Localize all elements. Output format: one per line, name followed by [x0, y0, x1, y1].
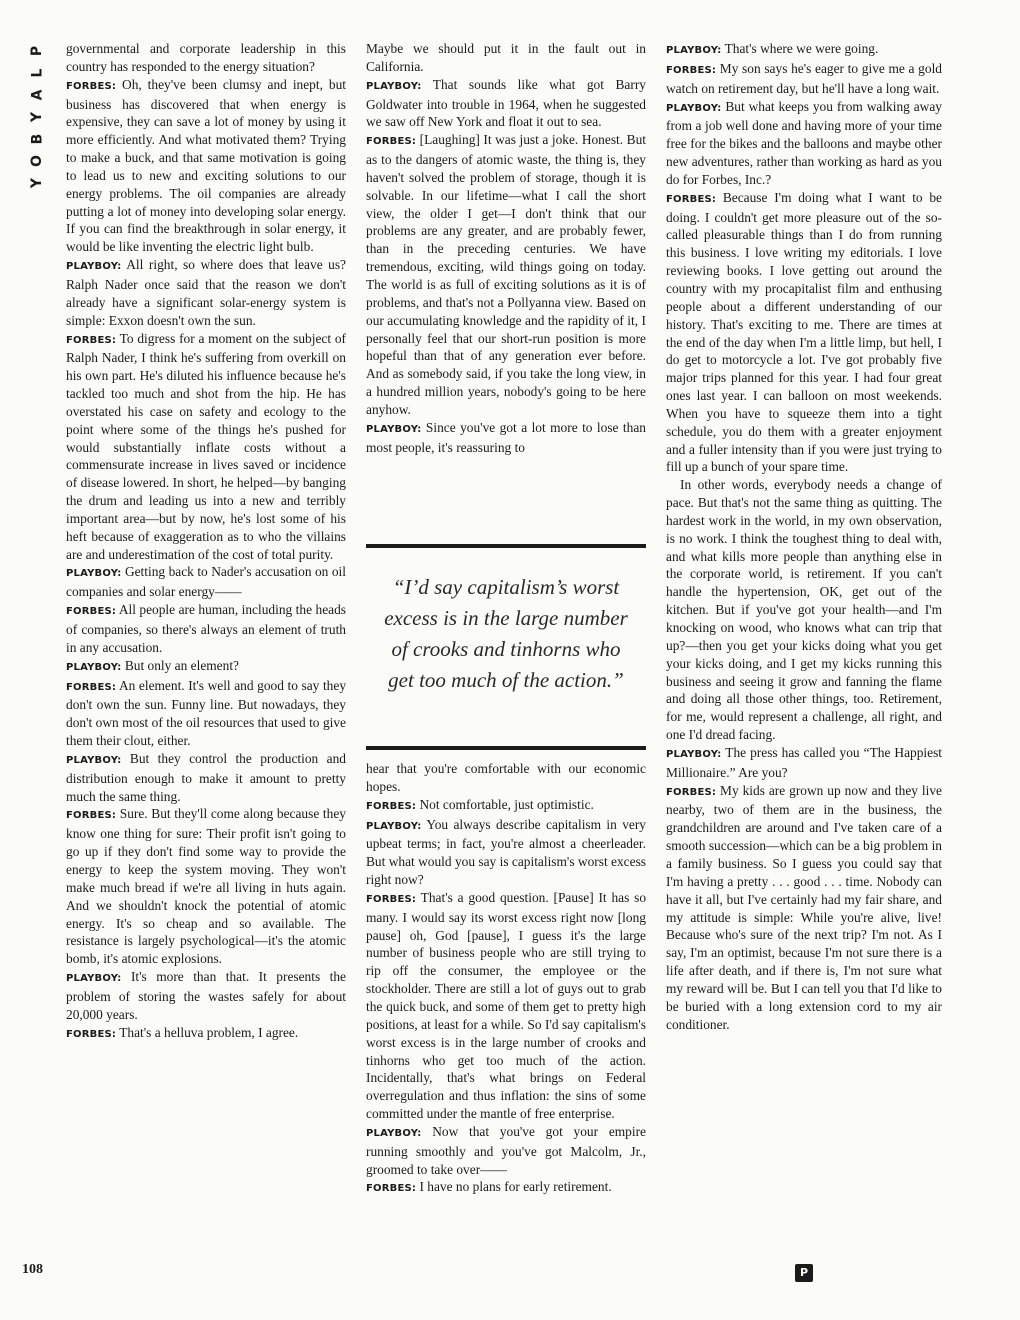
speaker-label: PLAYBOY:: [366, 423, 422, 435]
speaker-label: PLAYBOY:: [66, 261, 122, 273]
masthead-letter: O: [29, 155, 45, 167]
paragraph: [366, 131, 646, 419]
paragraph: [66, 677, 346, 750]
masthead-letter: L: [28, 68, 45, 78]
paragraph-text: That's a helluva problem, I agree.: [119, 1024, 299, 1040]
speaker-label: PLAYBOY:: [366, 820, 422, 832]
paragraph: [666, 476, 942, 744]
paragraph: [66, 657, 346, 677]
paragraph-text: It's more than that. It presents the problem of storing the wastes safely for about 20,000 years.: [66, 969, 346, 1022]
paragraph: [66, 750, 346, 806]
paragraph-text: But what keeps you from walking away from a job well done and having more of your time free for the bikes and the balloons and maybe other new adventures, rather than working as hard as you do for Forbes, Inc.?: [666, 98, 942, 187]
column-2-top: [366, 40, 646, 456]
paragraph-text: Maybe we should put it in the fault out in California.: [366, 41, 646, 74]
pull-quote-text: “I’d say capitalism’s worst excess is in the large number of crooks and tinhorns who get too much of the action.”: [384, 575, 628, 692]
speaker-label: FORBES:: [366, 1183, 417, 1195]
masthead-letter: A: [29, 89, 45, 101]
paragraph-text: But they control the production and distribution enough to make it amount to pretty much the same thing.: [66, 750, 346, 804]
paragraph-text: All people are human, including the heads of companies, so there's always an element of truth in any accusation.: [66, 602, 346, 655]
speaker-label: PLAYBOY:: [66, 568, 122, 580]
paragraph-text: You always describe capitalism in very upbeat terms; in fact, you're almost a cheerleader. But what would you say is capitalism's worst excess right now?: [366, 816, 646, 888]
paragraph: [366, 760, 646, 796]
paragraph: [366, 816, 646, 889]
speaker-label: FORBES:: [66, 606, 117, 618]
paragraph-text: That's where we were going.: [724, 41, 879, 56]
speaker-label: PLAYBOY:: [66, 973, 122, 985]
masthead-letter: P: [28, 45, 45, 57]
paragraph: [66, 1024, 346, 1044]
paragraph-text: An element. It's well and good to say they don't own the sun. Funny line. But nowadays, they don't own most of the oil resources that used to give them their clout, either.: [66, 677, 347, 749]
paragraph: [366, 889, 646, 1123]
paragraph: [666, 782, 942, 1034]
speaker-label: PLAYBOY:: [366, 1127, 422, 1139]
paragraph: [366, 796, 646, 816]
speaker-label: FORBES:: [66, 681, 117, 693]
paragraph: [66, 563, 346, 601]
paragraph: [666, 40, 942, 60]
speaker-label: FORBES:: [666, 786, 717, 798]
speaker-label: PLAYBOY:: [666, 748, 722, 760]
end-mark-icon: P: [795, 1264, 813, 1282]
paragraph-text: But only an element?: [124, 657, 239, 673]
speaker-label: FORBES:: [66, 810, 117, 822]
paragraph: [666, 744, 942, 782]
paragraph: [66, 601, 346, 657]
speaker-label: PLAYBOY:: [366, 80, 422, 92]
paragraph: [366, 76, 646, 132]
column-2-bottom: [366, 760, 646, 1198]
paragraph: [366, 40, 646, 76]
paragraph-text: My kids are grown up now and they live nearby, two of them are in the business, the grandchildren are around and I've taken care of a smooth succession—which can be a big problem in a family business. So I guess you could say that I'm having a pretty . . . good . . . time. Nobody can have it all, but I've certainly had my fair share, and my attitude is simple: While you're alive, live! Because who's sure of the next trip? I'm not. As I say, I'm an optimist, because I'm not sure there is a life after death, and if there is, I'm not sure what my reward will be. But I can tell you that I'd like to be buried with a long extension cord to my air conditioner.: [666, 782, 942, 1032]
masthead-letter: Y: [28, 111, 45, 123]
paragraph: [66, 256, 346, 329]
paragraph: [666, 189, 942, 477]
paragraph-text: The press has called you “The Happiest Millionaire.” Are you?: [666, 744, 943, 780]
paragraph: [366, 1123, 646, 1179]
masthead-letter: B: [28, 133, 45, 145]
paragraph-text: governmental and corporate leadership in this country has responded to the energy situation?: [66, 41, 346, 74]
speaker-label: FORBES:: [366, 136, 417, 148]
speaker-label: FORBES:: [366, 893, 417, 905]
paragraph: [666, 98, 942, 189]
column-3: [666, 40, 942, 1033]
paragraph: [66, 330, 346, 564]
paragraph: [66, 805, 346, 968]
paragraph-text: hear that you're comfortable with our economic hopes.: [366, 761, 646, 794]
paragraph-text: That's a good question. [Pause] It has so many. I would say its worst excess right now [long pause] oh, God [pause], I guess it's the large number of business people who are still trying to rip off the consumer, the employee or the stockholder. There are still a lot of guys out to grab the quick buck, and some of them get to pretty high positions, at least for a while. So I'd say capitalism's worst excess is in the large number of crooks and tinhorns who get too much of the action. Incidentally, that's what brings on Federal overregulation and thus inflation: the sins of some committed under the mantle of free enterprise.: [366, 889, 647, 1122]
paragraph: [366, 1178, 646, 1198]
paragraph: [366, 419, 646, 457]
paragraph-text: All right, so where does that leave us? Ralph Nader once said that the reason we don't already have a significant solar-energy system is simple: Exxon doesn't own the sun.: [66, 257, 347, 328]
paragraph: [66, 40, 346, 76]
paragraph: [66, 968, 346, 1024]
speaker-label: PLAYBOY:: [66, 754, 122, 766]
paragraph-text: To digress for a moment on the subject of Ralph Nader, I think he's suffering from overkill on his own part. He's diluted his influence because he's tackled too much and shot from the hip. He has overstated his case on safety and ecology to the point where some of the things he's pushed for would substantially inflate costs without a commensurate increase in lives saved or incidence of disease lowered. In short, he helped—by banging the drum and leading us into a new and terribly important area—but by now, he's lost some of his heft because of exaggeration as to who the villains are and underestimation of the cost of total purity.: [66, 330, 347, 562]
pull-quote: [366, 544, 646, 750]
paragraph-text: Oh, they've been clumsy and inept, but business has discovered that when energy is expensive, they can save a lot of money by using it more efficiently. And what motivated them? Trying to make a buck, and that same motivation is going to lead us to new and exciting solutions to our energy problems. The oil companies are already putting a lot of money into developing solar energy. If you can find the breakthrough in solar energy, it would be like inventing the electric light bulb.: [66, 76, 346, 255]
paragraph-text: [Laughing] It was just a joke. Honest. But as to the dangers of atomic waste, the thing is, they haven't solved the problem of storage, though it is solvable. In our lifetime—what I call the short view, the older I get—I don't think that our problems are any greater, and are probably fewer, than in the preceding centuries. We have tremendous, exciting, wild things going on today. The world is as full of exciting solutions as it is of problems, and that's not a Pollyanna view. Based on our accumulating knowledge and the rapidity of it, I personally feel that our short-run position is more hopeful than that of any generation ever before. And as somebody said, if you take the long view, in a hundred million years, nobody's going to be here anyhow.: [366, 132, 646, 417]
page-number: 108: [22, 1262, 43, 1277]
paragraph: [666, 60, 942, 98]
paragraph-text: Not comfortable, just optimistic.: [419, 796, 594, 812]
column-1: [66, 40, 346, 1043]
masthead-vertical: [26, 40, 48, 194]
speaker-label: FORBES:: [666, 64, 717, 76]
paragraph-text: Getting back to Nader's accusation on oil companies and solar energy——: [66, 564, 346, 600]
paragraph-text: Since you've got a lot more to lose than most people, it's reassuring to: [366, 419, 646, 455]
paragraph-text: In other words, everybody needs a change of pace. But that's not the same thing as quitting. The hardest work in the world, in my own observation, is no work. I think the toughest thing to deal with, and what kills more people than anything else in the corporate world, is retirement. If you can't handle the hypertension, OK, get out of the kitchen. But if you've got your health—and I'm knocking on wood, who knows what can trip that up?—then you get your kicks doing what you get your kicks doing, and I get my kicks running this business and seeing it grow and fanning the flame and doing all those other things, too. Retirement, for me, would represent a challenge, all right, and one I'd dread facing.: [666, 477, 942, 743]
speaker-label: FORBES:: [66, 1028, 117, 1040]
speaker-label: FORBES:: [66, 334, 117, 346]
paragraph-text: Now that you've got your empire running smoothly and you've got Malcolm, Jr., groomed to take over——: [366, 1123, 646, 1177]
speaker-label: FORBES:: [66, 80, 117, 92]
paragraph-text: My son says he's eager to give me a gold watch on retirement day, but he'll have a long wait.: [666, 60, 942, 96]
paragraph-text: Because I'm doing what I want to be doing. I couldn't get more pleasure out of the so-called pleasurable things than I do from running this business. I love writing my editorials. I love reviewing books. I love getting out around the country with my procapitalist film and enthusing people about a different understanding of our history. That's exciting to me. There are times at the end of the day when I'm a little limp, but hell, I do get to motorcycle a lot. I've got probably five major trips planned for this year. I had four great ones last year. I can balloon on most weekends. When you have to squeeze them into a tight schedule, you do them with a greater enjoyment and a fuller intensity than if you were just trying to fill up a bunch of your spare time.: [666, 189, 942, 475]
masthead-letter: Y: [28, 177, 45, 189]
speaker-label: PLAYBOY:: [66, 661, 122, 673]
paragraph-text: Sure. But they'll come along because they know one thing for sure: Their profit isn't going to go up if they don't find some way to provide the energy to keep the system moving. They won't make much bread if we're all living in huts again. And we shouldn't knock the potential of atomic energy. It's so cheap and so available. The resistance is largely psychological—it's the atomic bomb, it's atomic explosions.: [66, 806, 346, 967]
speaker-label: FORBES:: [366, 800, 417, 812]
paragraph-text: I have no plans for early retirement.: [419, 1179, 612, 1195]
speaker-label: PLAYBOY:: [666, 45, 722, 56]
speaker-label: PLAYBOY:: [666, 102, 722, 114]
speaker-label: FORBES:: [666, 193, 717, 205]
paragraph-text: That sounds like what got Barry Goldwater into trouble in 1964, when he suggested we saw off New York and float it out to sea.: [366, 76, 646, 130]
paragraph: [66, 76, 346, 256]
